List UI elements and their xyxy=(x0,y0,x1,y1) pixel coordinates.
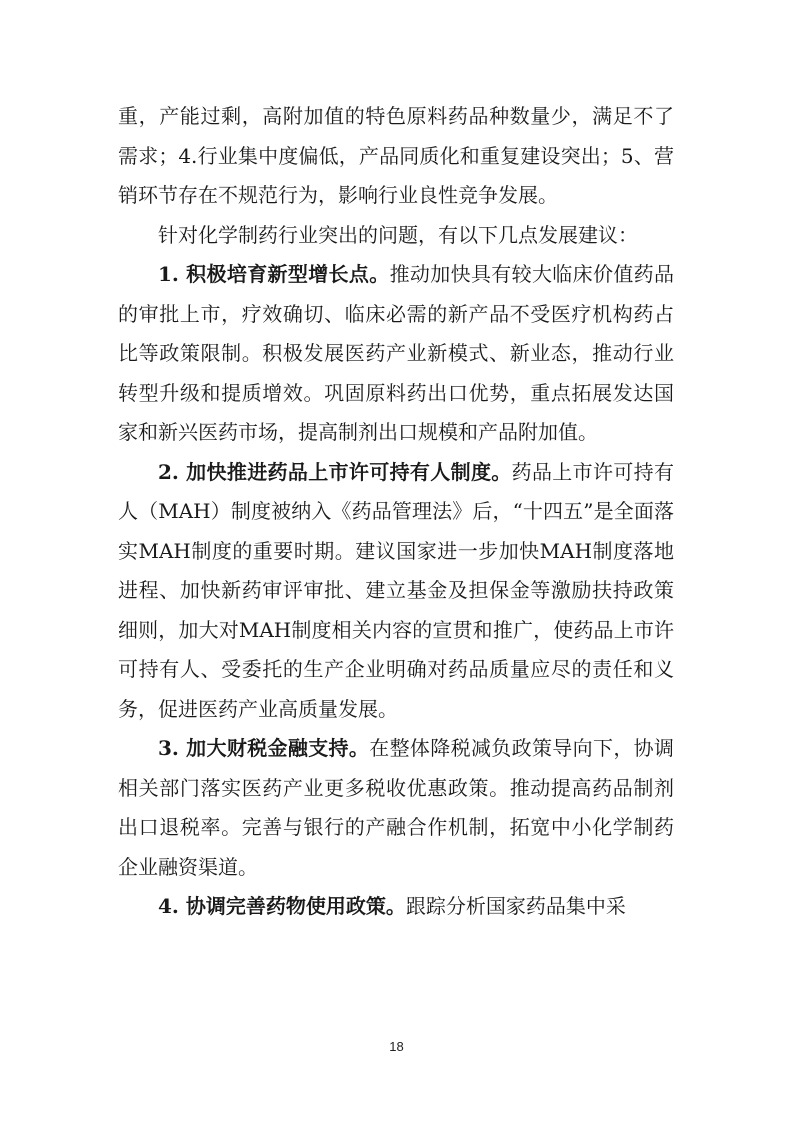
paragraph-continuation xyxy=(118,97,674,216)
paragraph-heading: 1. 积极培育新型增长点。 xyxy=(158,262,390,286)
paragraph-suggestion-3 xyxy=(118,729,674,887)
paragraph-heading: 2. 加快推进药品上市许可持有人制度。 xyxy=(158,459,512,484)
paragraph-text: 药品上市许可持有人（MAH）制度被纳入《药品管理法》后，“十四五”是全面落实MAH制度的重要时期。建议国家进一步加快MAH制度落地进程、加快新药审评审批、建立基金及担保金等激励扶持政策细则，加大对MAH制度相关内容的宣贯和推广，使药品上市许可持有人、受委托的生产企业明确对药品质量应尽的责任和义务，促进医药产业高质量发展。 xyxy=(118,459,675,721)
paragraph-text: 重，产能过剩，高附加值的特色原料药品种数量少，满足不了需求；4.行业集中度偏低，产品同质化和重复建设突出；5、营销环节存在不规范行为，影响行业良性竞争发展。 xyxy=(118,104,674,207)
paragraph-suggestion-1 xyxy=(118,255,674,453)
paragraph-intro xyxy=(118,216,674,256)
paragraph-suggestion-4 xyxy=(118,887,674,927)
body-text xyxy=(118,97,674,927)
paragraph-heading: 3. 加大财税金融支持。 xyxy=(158,736,370,760)
paragraph-suggestion-2 xyxy=(118,453,674,730)
paragraph-text: 在整体降税减负政策导向下，协调相关部门落实医药产业更多税收优惠政策。推动提高药品制剂出口退税率。完善与银行的产融合作机制，拓宽中小化学制药企业融资渠道。 xyxy=(118,736,675,879)
paragraph-text: 跟踪分析国家药品集中采 xyxy=(405,894,626,918)
paragraph-text: 针对化学制药行业突出的问题，有以下几点发展建议： xyxy=(158,222,638,247)
paragraph-heading: 4. 协调完善药物使用政策。 xyxy=(158,894,406,918)
paragraph-text: 推动加快具有较大临床价值药品的审批上市，疗效确切、临床必需的新产品不受医疗机构药占比等政策限制。积极发展医药产业新模式、新业态，推动行业转型升级和提质增效。巩固原料药出口优势，重点拓展发达国家和新兴医药市场，提高制剂出口规模和产品附加值。 xyxy=(118,262,675,444)
page-number: 18 xyxy=(389,1039,404,1054)
